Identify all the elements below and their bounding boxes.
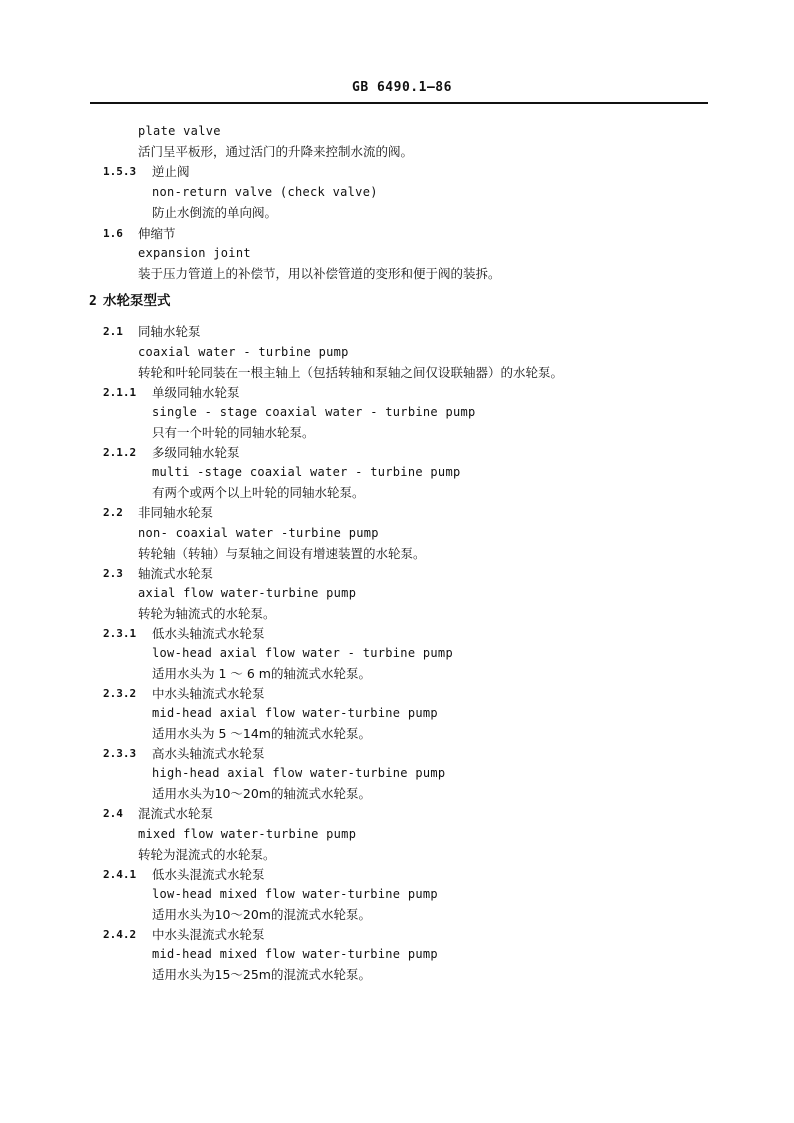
- term-cn: 多级同轴水轮泵: [152, 445, 240, 460]
- term-cn: 低水头混流式水轮泵: [152, 867, 265, 882]
- clause-number: 2.3.1: [103, 627, 137, 640]
- clause-number: 2.3: [103, 567, 123, 580]
- term-en: single - stage coaxial water - turbine pump: [152, 405, 476, 419]
- definition: 适用水头为15～25m的混流式水轮泵。: [152, 967, 371, 982]
- definition: 适用水头为 1 ～ 6 m的轴流式水轮泵。: [152, 666, 371, 681]
- term-en: coaxial water - turbine pump: [138, 345, 349, 359]
- clause-number: 2.4: [103, 807, 123, 820]
- term-cn: 伸缩节: [138, 226, 176, 241]
- definition: 防止水倒流的单向阀。: [152, 205, 278, 220]
- definition: 转轮为混流式的水轮泵。: [138, 847, 276, 862]
- section-title: 水轮泵型式: [103, 293, 171, 309]
- term-en: mixed flow water-turbine pump: [138, 827, 357, 841]
- definition: 活门呈平板形，通过活门的升降来控制水流的阀。: [138, 144, 414, 159]
- term-cn: 同轴水轮泵: [138, 324, 201, 339]
- term-en: high-head axial flow water-turbine pump: [152, 766, 446, 780]
- section-number: 2: [89, 294, 97, 309]
- clause-number: 2.1.2: [103, 446, 137, 459]
- page-header: [0, 80, 794, 104]
- clause-number: 2.3.3: [103, 747, 137, 760]
- clause-number: 2.1: [103, 325, 123, 338]
- term-cn: 混流式水轮泵: [138, 806, 214, 821]
- standard-code: GB 6490.1—86: [352, 80, 452, 95]
- term-en: expansion joint: [138, 246, 251, 260]
- term-en: plate valve: [138, 124, 221, 138]
- definition: 装于压力管道上的补偿节，用以补偿管道的变形和便于阀的装拆。: [138, 266, 501, 281]
- term-cn: 中水头混流式水轮泵: [152, 927, 265, 942]
- term-en: multi -stage coaxial water - turbine pump: [152, 465, 461, 479]
- term-cn: 高水头轴流式水轮泵: [152, 746, 265, 761]
- term-cn: 单级同轴水轮泵: [152, 385, 240, 400]
- term-en: low-head axial flow water - turbine pump: [152, 646, 453, 660]
- header-rule: [90, 102, 708, 104]
- term-en: non- coaxial water -turbine pump: [138, 526, 379, 540]
- clause-number: 2.4.2: [103, 928, 137, 941]
- definition: 适用水头为 5 ～14m的轴流式水轮泵。: [152, 726, 371, 741]
- definition: 适用水头为10～20m的轴流式水轮泵。: [152, 786, 371, 801]
- term-en: axial flow water-turbine pump: [138, 586, 357, 600]
- term-cn: 中水头轴流式水轮泵: [152, 686, 265, 701]
- clause-number: 2.4.1: [103, 868, 137, 881]
- term-en: mid-head mixed flow water-turbine pump: [152, 947, 438, 961]
- definition: 只有一个叶轮的同轴水轮泵。: [152, 425, 315, 440]
- term-cn: 轴流式水轮泵: [138, 566, 214, 581]
- clause-number: 2.3.2: [103, 687, 137, 700]
- definition: 转轮轴（转轴）与泵轴之间设有增速装置的水轮泵。: [138, 546, 426, 561]
- term-cn: 低水头轴流式水轮泵: [152, 626, 265, 641]
- definition: 适用水头为10～20m的混流式水轮泵。: [152, 907, 371, 922]
- definition: 有两个或两个以上叶轮的同轴水轮泵。: [152, 485, 365, 500]
- definition: 转轮为轴流式的水轮泵。: [138, 606, 276, 621]
- term-en: low-head mixed flow water-turbine pump: [152, 887, 438, 901]
- clause-number: 2.2: [103, 506, 123, 519]
- term-en: mid-head axial flow water-turbine pump: [152, 706, 438, 720]
- clause-number: 2.1.1: [103, 386, 137, 399]
- clause-number: 1.6: [103, 227, 123, 240]
- definition: 转轮和叶轮同装在一根主轴上（包括转轴和泵轴之间仅设联轴器）的水轮泵。: [138, 365, 564, 380]
- clause-number: 1.5.3: [103, 165, 137, 178]
- term-en: non-return valve (check valve): [152, 185, 378, 199]
- term-cn: 逆止阀: [152, 164, 190, 179]
- term-cn: 非同轴水轮泵: [138, 505, 214, 520]
